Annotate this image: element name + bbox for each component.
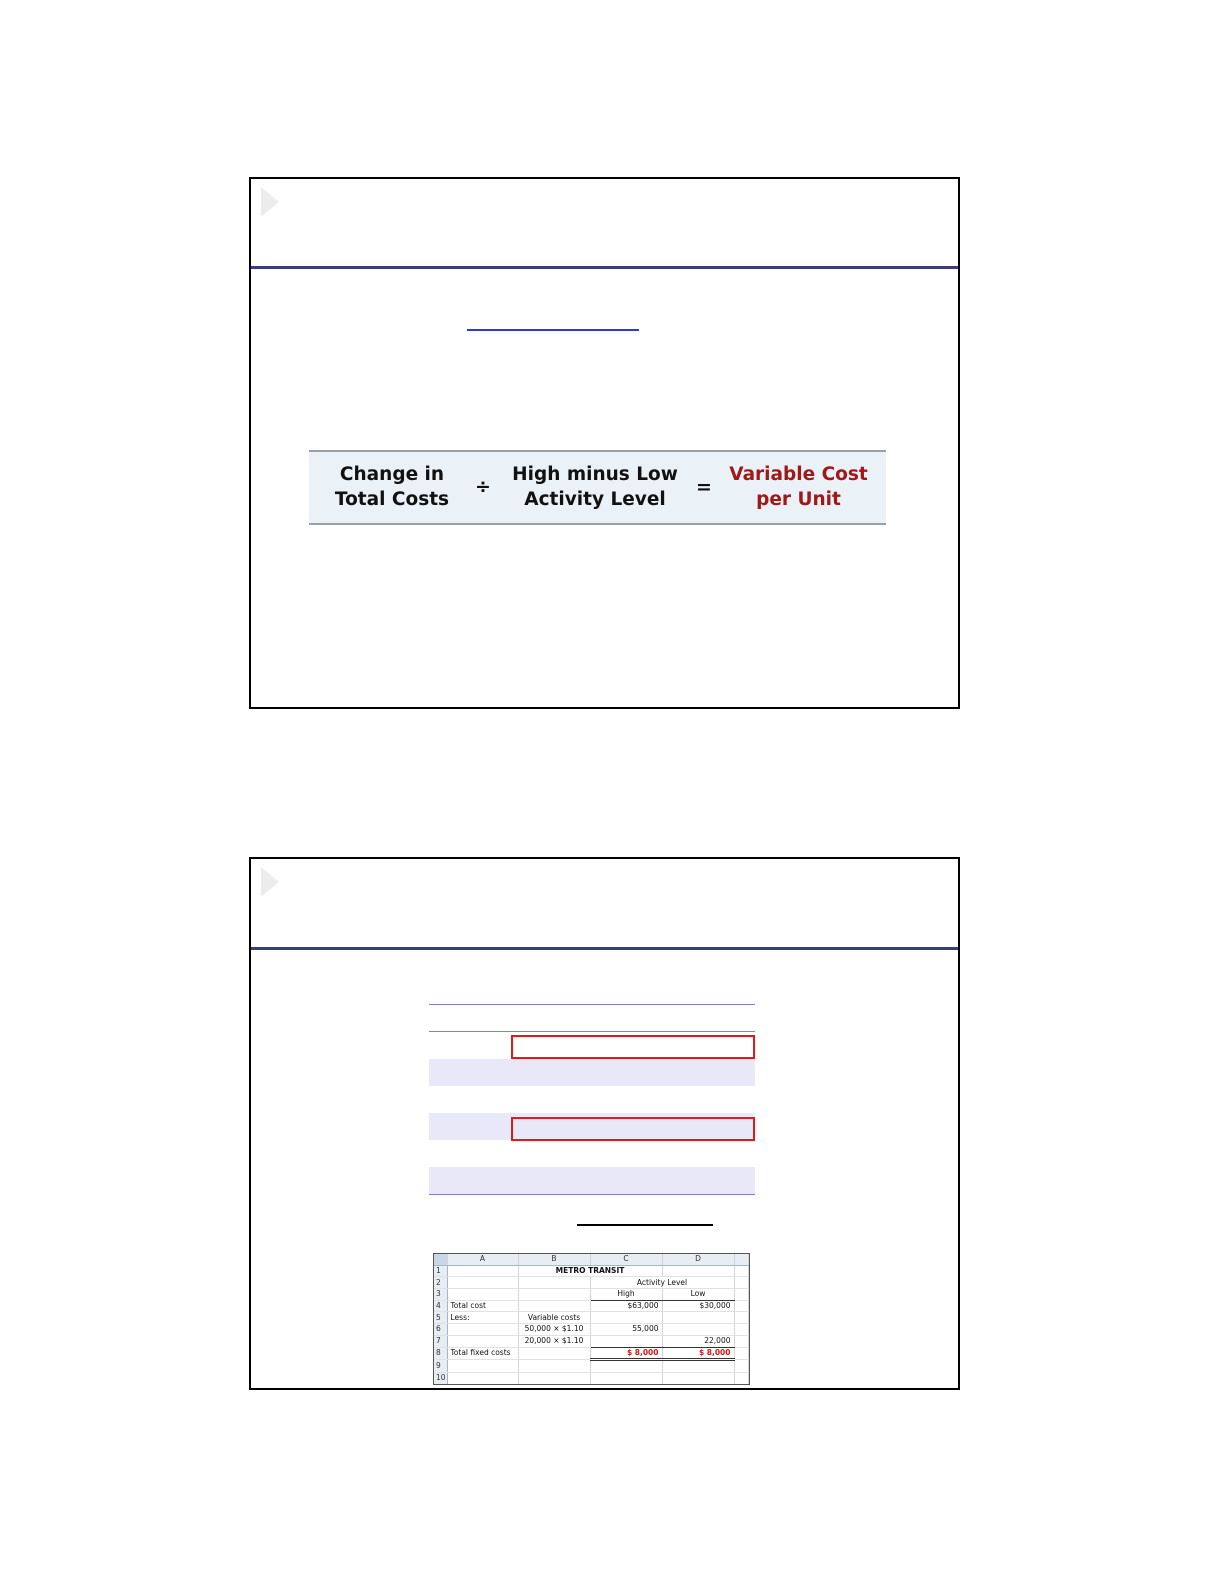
cell-a7[interactable] (447, 1335, 518, 1347)
slide-bullet-triangle-icon (261, 867, 279, 897)
row-number[interactable]: 8 (434, 1347, 447, 1360)
cell-b5[interactable]: Variable costs (518, 1312, 590, 1324)
formula-term-change-in-total-costs (313, 462, 471, 512)
sheet-row-1 (434, 1265, 749, 1277)
formula-term2-line2: Activity Level (524, 489, 666, 510)
formula-result-variable-cost (721, 462, 876, 512)
select-all-corner[interactable] (434, 1254, 447, 1265)
table-top-rule (429, 1004, 755, 1005)
row-number[interactable]: 1 (434, 1265, 447, 1277)
cell-d8-fixed-costs-low[interactable]: $ 8,000 (662, 1347, 734, 1360)
equals-operator: = (696, 476, 712, 498)
column-header-c[interactable]: C (590, 1254, 662, 1265)
row-number[interactable]: 2 (434, 1277, 447, 1289)
table-bottom-rule (429, 1194, 755, 1195)
cell-c4[interactable]: $63,000 (590, 1300, 662, 1312)
column-header-d[interactable]: D (662, 1254, 734, 1265)
sheet-row-3 (434, 1289, 749, 1301)
cell-c5[interactable] (590, 1312, 662, 1324)
column-header-row (434, 1254, 749, 1265)
cell-c7[interactable] (590, 1335, 662, 1347)
cell-a6[interactable] (447, 1324, 518, 1336)
cell-c6[interactable]: 55,000 (590, 1324, 662, 1336)
sheet-row-7 (434, 1335, 749, 1347)
formula-result-line1: Variable Cost (729, 464, 868, 485)
slide-bullet-triangle-icon (261, 187, 279, 217)
table-header-rule (429, 1031, 755, 1032)
metro-transit-spreadsheet (433, 1253, 750, 1385)
cell-c8-fixed-costs-high[interactable]: $ 8,000 (590, 1347, 662, 1360)
sheet-row-6 (434, 1324, 749, 1336)
highlight-box-result-row (511, 1117, 755, 1141)
row-number[interactable]: 10 (436, 1373, 446, 1383)
cell-d5[interactable] (662, 1312, 734, 1324)
title-divider (251, 947, 958, 950)
high-header: High (590, 1289, 662, 1301)
formula-term2-line1: High minus Low (512, 464, 678, 485)
row-number[interactable]: 5 (434, 1312, 447, 1324)
row-number[interactable]: 7 (434, 1335, 447, 1347)
highlight-box-high-row (511, 1035, 755, 1059)
text-underline (577, 1224, 713, 1226)
row-number[interactable]: 4 (434, 1300, 447, 1312)
sheet-row-4 (434, 1300, 749, 1312)
slide-2 (249, 857, 960, 1390)
sheet-row-2 (434, 1277, 749, 1289)
cell-a4[interactable]: Total cost (447, 1300, 518, 1312)
formula-term1-line1: Change in (339, 464, 445, 485)
sheet-row-10 (434, 1372, 749, 1384)
column-header-a[interactable]: A (447, 1254, 518, 1265)
low-header: Low (662, 1289, 734, 1301)
sheet-row-8 (434, 1347, 749, 1360)
formula-term-high-minus-low (505, 462, 685, 512)
hyperlink-underline[interactable] (467, 329, 639, 331)
variable-cost-formula (309, 450, 886, 525)
table-band-row (429, 1059, 755, 1086)
cell-b4[interactable] (518, 1300, 590, 1312)
row-number[interactable]: 9 (434, 1360, 447, 1373)
cell-a5[interactable]: Less: (447, 1312, 518, 1324)
cell-b6[interactable]: 50,000 × $1.10 (518, 1324, 590, 1336)
cell-d6[interactable] (662, 1324, 734, 1336)
row-number[interactable]: 3 (434, 1289, 447, 1301)
cell-b8[interactable] (518, 1347, 590, 1360)
sheet-row-5 (434, 1312, 749, 1324)
cell-b7[interactable]: 20,000 × $1.10 (518, 1335, 590, 1347)
formula-term1-line2: Total Costs (334, 489, 450, 510)
activity-level-header: Activity Level (590, 1277, 734, 1289)
cell-d7[interactable]: 22,000 (662, 1335, 734, 1347)
formula-result-line2: per Unit (756, 489, 841, 510)
cell-d4[interactable]: $30,000 (662, 1300, 734, 1312)
row-number[interactable]: 6 (434, 1324, 447, 1336)
title-divider (251, 266, 958, 269)
slide-1 (249, 177, 960, 709)
table-band-row (429, 1167, 755, 1194)
sheet-title: METRO TRANSIT (518, 1265, 662, 1277)
divide-operator: ÷ (475, 476, 491, 498)
column-header-blank (734, 1254, 749, 1265)
sheet-row-9 (434, 1360, 749, 1373)
cell-a8[interactable]: Total fixed costs (447, 1347, 518, 1360)
column-header-b[interactable]: B (518, 1254, 590, 1265)
